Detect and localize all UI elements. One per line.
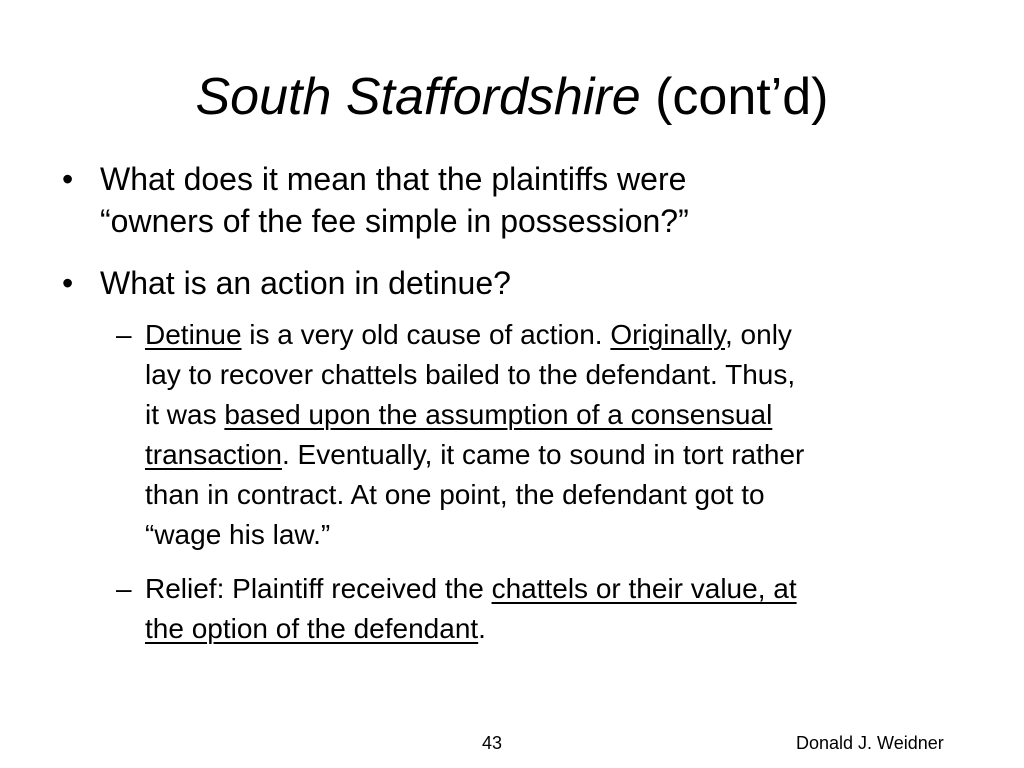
bullet-line: What does it mean that the plaintiffs were bbox=[100, 161, 687, 197]
bullet-marker: • bbox=[62, 161, 74, 197]
sub-bullet-line bbox=[145, 315, 792, 355]
slide-title-italic: South Staffordshire bbox=[195, 68, 641, 126]
sub-bullet-line: than in contract. At one point, the defendant got to bbox=[145, 479, 765, 510]
sub-bullet-line bbox=[145, 435, 804, 475]
slide-number: 43 bbox=[482, 733, 503, 753]
bullet-line: “owners of the fee simple in possession?” bbox=[100, 203, 689, 239]
underlined-term: the option of the defendant bbox=[145, 613, 479, 644]
bullet-marker: • bbox=[62, 265, 74, 301]
text-run: Relief: Plaintiff received the bbox=[145, 573, 492, 604]
text-run: . bbox=[478, 613, 486, 644]
slide-title-suffix: (cont’d) bbox=[655, 68, 829, 126]
underlined-term: based upon the assumption of a consensual bbox=[224, 399, 773, 430]
text-run: , only bbox=[725, 319, 792, 350]
footer-author: Donald J. Weidner bbox=[796, 733, 944, 753]
text-run: . Eventually, it came to sound in tort rather bbox=[281, 439, 805, 470]
underlined-term: Detinue bbox=[145, 319, 242, 350]
sub-bullet-line: lay to recover chattels bailed to the defendant. Thus, bbox=[145, 359, 796, 390]
sub-bullet-line bbox=[145, 569, 797, 609]
sub-bullet-line bbox=[145, 609, 486, 649]
bullet-line: What is an action in detinue? bbox=[100, 265, 511, 301]
sub-bullet-marker: – bbox=[116, 319, 132, 350]
underlined-term: chattels or their value, at bbox=[491, 573, 797, 604]
text-run: is a very old cause of action. bbox=[241, 319, 611, 350]
underlined-term: transaction bbox=[145, 439, 282, 470]
sub-bullet-marker: – bbox=[116, 573, 132, 604]
underlined-term: Originally bbox=[610, 319, 725, 350]
sub-bullet-line: “wage his law.” bbox=[145, 519, 331, 550]
sub-bullet-line bbox=[145, 395, 772, 435]
text-run: it was bbox=[145, 399, 225, 430]
